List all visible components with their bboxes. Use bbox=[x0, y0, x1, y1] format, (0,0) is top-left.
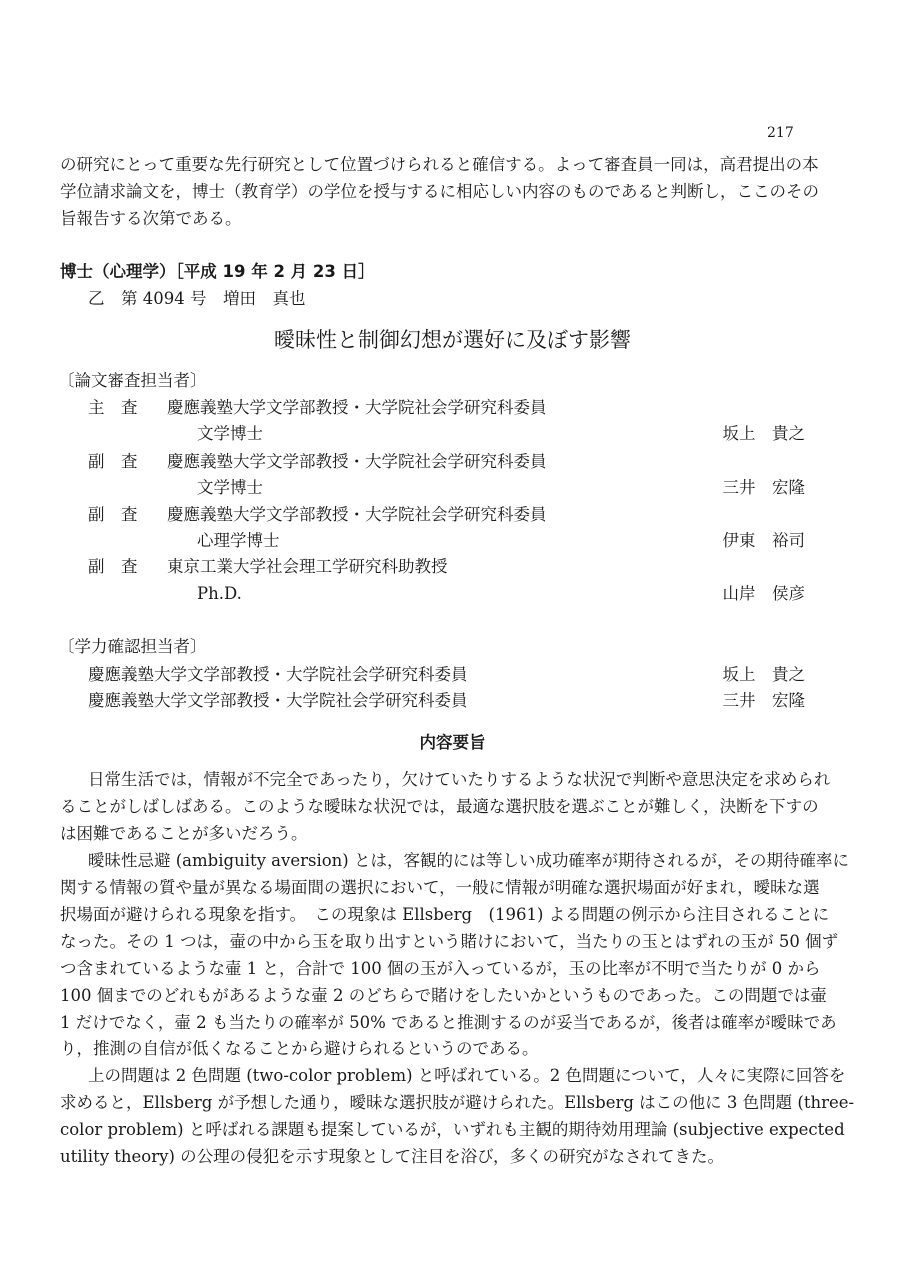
registration-number: 乙 第 4094 号 増田 真也 bbox=[88, 289, 306, 308]
reviewer-affiliation: 慶應義塾大学文学部教授・大学院社会学研究科委員 bbox=[167, 452, 547, 471]
reviewer-affiliation: 東京工業大学社会理工学研究科助教授 bbox=[167, 557, 448, 576]
summary-line: 上の問題は 2 色問題 (two-color problem) と呼ばれている。2 色問題について，人々に実際に回答を bbox=[88, 1066, 846, 1085]
summary-line: 1 だけでなく，壷 2 も当たりの確率が 50% であると推測するのが妥当であるが，後者は確率が曖昧であ bbox=[60, 1013, 837, 1032]
intro-line: 旨報告する次第である。 bbox=[60, 209, 242, 228]
summary-line: つ含まれているような壷 1 と，合計で 100 個の玉が入っているが，玉の比率が不明で当たりが 0 から bbox=[60, 959, 821, 978]
summary-heading: 内容要旨 bbox=[419, 733, 486, 752]
summary-line: 関する情報の質や量が異なる場面間の選択において，一般に情報が明確な選択場面が好まれ，曖昧な選 bbox=[60, 878, 820, 897]
reviewer-name: 山岸 侯彦 bbox=[722, 584, 805, 603]
summary-line: ることがしばしばある。このような曖昧な状況では，最適な選択肢を選ぶことが難しく，決断を下すの bbox=[60, 797, 819, 816]
summary-line: なった。その 1 つは，壷の中から玉を取り出すという賭けにおいて，当たりの玉とはずれの玉が 50 個ず bbox=[60, 932, 839, 951]
summary-line: は困難であることが多いだろう。 bbox=[60, 824, 308, 843]
summary-line: 択場面が避けられる現象を指す。 この現象は Ellsberg (1961) よる問題の例示から注目されることに bbox=[60, 905, 830, 924]
reviewer-degree: Ph.D. bbox=[197, 584, 242, 603]
reviewer-affiliation: 慶應義塾大学文学部教授・大学院社会学研究科委員 bbox=[167, 398, 547, 417]
reviewer-name: 伊東 裕司 bbox=[722, 531, 805, 550]
summary-line: り，推測の自信が低くなることから避けられるというのである。 bbox=[60, 1039, 539, 1058]
examiner-affiliation: 慶應義塾大学文学部教授・大学院社会学研究科委員 bbox=[88, 665, 468, 684]
intro-line: の研究にとって重要な先行研究として位置づけられると確信する。よって審査員一同は，高君提出の本 bbox=[60, 155, 819, 174]
examiner-name: 三井 宏隆 bbox=[722, 691, 805, 710]
reviewer-degree: 文学博士 bbox=[197, 424, 263, 443]
page-number: 217 bbox=[767, 125, 794, 141]
reviewer-role: 副 査 bbox=[88, 505, 138, 524]
reviewer-role: 副 査 bbox=[88, 452, 138, 471]
summary-line: utility theory) の公理の侵犯を示す現象として注目を浴び，多くの研究がなされてきた。 bbox=[60, 1147, 724, 1166]
examiner-affiliation: 慶應義塾大学文学部教授・大学院社会学研究科委員 bbox=[88, 691, 468, 710]
summary-line: 日常生活では，情報が不完全であったり，欠けていたりするような状況で判断や意思決定を求められ bbox=[88, 770, 831, 789]
summary-line: color problem) と呼ばれる課題も提案しているが，いずれも主観的期待効用理論 (subjective expected bbox=[60, 1120, 845, 1139]
thesis-title: 曖昧性と制御幻想が選好に及ぼす影響 bbox=[274, 328, 631, 352]
examiners-heading: 〔学力確認担当者〕 bbox=[58, 637, 207, 656]
intro-line: 学位請求論文を，博士（教育学）の学位を授与するに相応しい内容のものであると判断し，ここのその bbox=[60, 182, 819, 201]
reviewer-degree: 文学博士 bbox=[197, 478, 263, 497]
reviewer-name: 三井 宏隆 bbox=[722, 478, 805, 497]
reviewer-affiliation: 慶應義塾大学文学部教授・大学院社会学研究科委員 bbox=[167, 505, 547, 524]
summary-line: 100 個までのどれもがあるような壷 2 のどちらで賭けをしたいかというものであった。この問題では壷 bbox=[60, 986, 827, 1005]
degree-heading: 博士（心理学）［平成 19 年 2 月 23 日］ bbox=[60, 262, 375, 281]
summary-line: 曖昧性忌避 (ambiguity aversion) とは，客観的には等しい成功確率が期待されるが，その期待確率に bbox=[88, 851, 849, 870]
examiner-name: 坂上 貴之 bbox=[722, 665, 805, 684]
reviewer-role: 主 査 bbox=[88, 398, 138, 417]
reviewer-role: 副 査 bbox=[88, 557, 138, 576]
reviewers-heading: 〔論文審査担当者〕 bbox=[58, 371, 207, 390]
reviewer-degree: 心理学博士 bbox=[197, 531, 280, 550]
reviewer-name: 坂上 貴之 bbox=[722, 424, 805, 443]
summary-line: 求めると，Ellsberg が予想した通り，曖昧な選択肢が避けられた。Ellsberg はこの他に 3 色問題 (three- bbox=[60, 1093, 855, 1112]
